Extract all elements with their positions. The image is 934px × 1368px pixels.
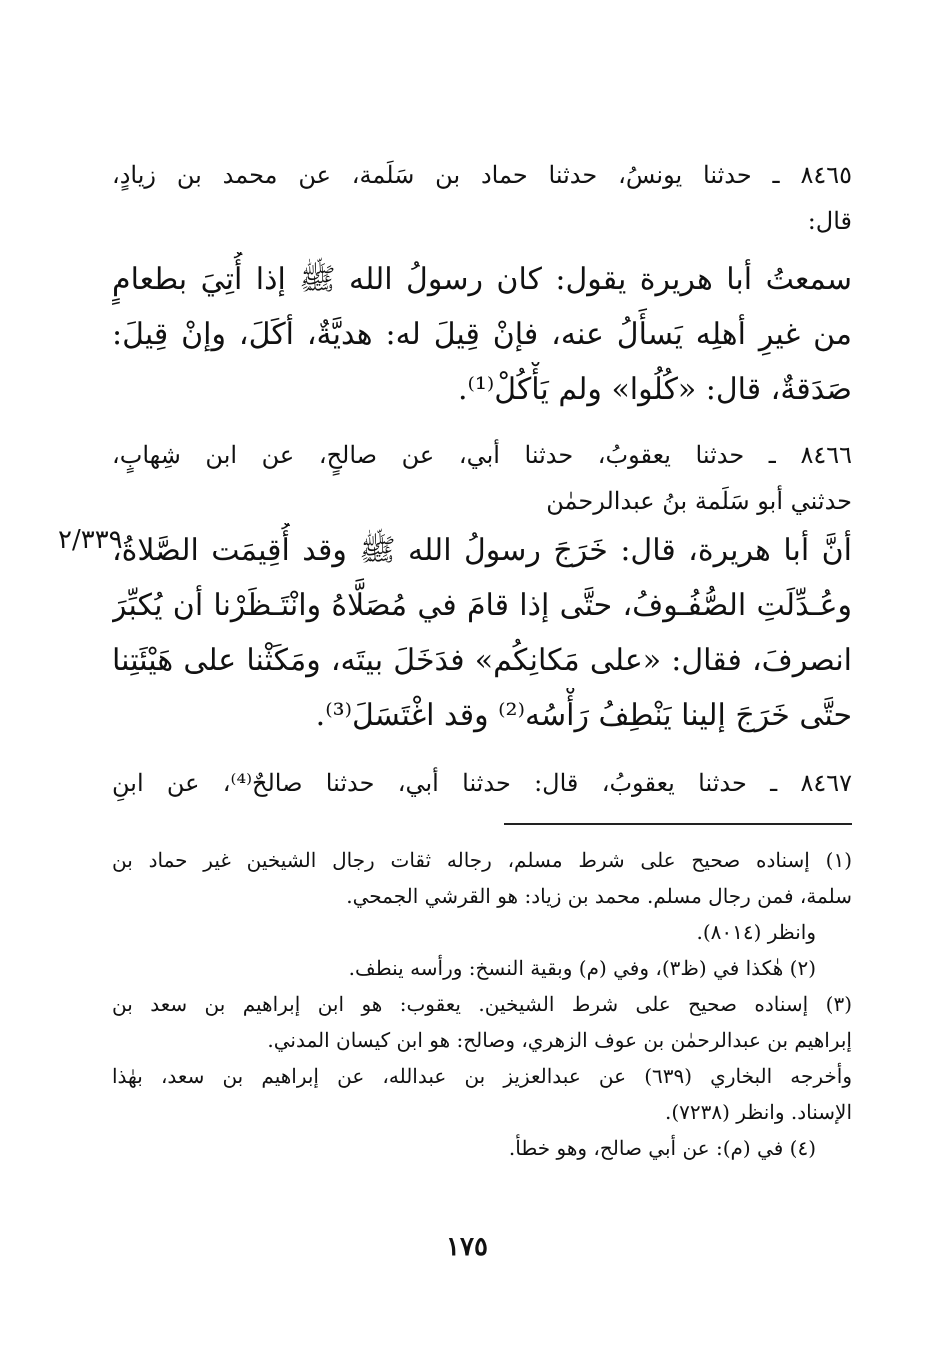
margin-reference: ٢/٣٣٩ [58, 525, 123, 555]
text-line: من غيرِ أهلِه يَسأَلُ عنه، فإنْ قِيلَ له: هديَّةٌ، أكَلَ، وإنْ قِيلَ: [112, 317, 852, 352]
text-line: قال: [807, 207, 852, 235]
page-number: ١٧٥ [446, 1232, 488, 1262]
footnote-line: الإسناد. وانظر (٧٢٣٨). [665, 1100, 852, 1124]
text-line: حدثني أبو سَلَمة بنُ عبدالرحمٰن [546, 487, 852, 515]
text-line: صَدَقةٌ، قال: «كُلُوا» ولم يَأْكُلْ⁽¹⁾. [457, 372, 852, 407]
footnote-line: (٣) إسناده صحيح على شرط الشيخين. يعقوب: هو ابن إبراهيم بن سعد بن [112, 992, 852, 1016]
text-line: ٨٤٦٦ ـ حدثنا يعقوبُ، حدثنا أبي، عن صالحٍ، عن ابن شِهابٍ، [112, 441, 852, 469]
text-line: وعُـدِّلَتِ الصُّفُـوفُ، حتَّى إذا قامَ في مُصَلَّاهُ وانْتَـظَرْنا أن يُكبِّرَ [112, 588, 852, 623]
footnote-line: وأخرجه البخاري (٦٣٩) عن عبدالعزيز بن عبدالله، عن إبراهيم بن سعد، بهٰذا [112, 1064, 852, 1088]
footnote-line: إبراهيم بن عبدالرحمٰن بن عوف الزهري، وصالح: هو ابن كيسان المدني. [267, 1028, 852, 1052]
text-line: ٨٤٦٥ ـ حدثنا يونسُ، حدثنا حماد بن سَلَمة، عن محمد بن زيادٍ، [112, 161, 852, 189]
footnote-line: (١) إسناده صحيح على شرط مسلم، رجاله ثقات رجال الشيخين غير حماد بن [112, 848, 852, 872]
footnote-line: (٤) في (م): عن أبي صالح، وهو خطأ. [508, 1136, 816, 1160]
hadith-8465-isnad [112, 152, 852, 244]
text-line: حتَّى خَرَجَ إلينا يَنْطِفُ رَأْسُه⁽²⁾ وقد اغْتَسَلَ⁽³⁾. [315, 698, 852, 733]
footnote-line: سلمة، فمن رجال مسلم. محمد بن زياد: هو القرشي الجمحي. [346, 884, 852, 908]
text-line: ٨٤٦٧ ـ حدثنا يعقوبُ، قال: حدثنا أبي، حدثنا صالحٌ⁽⁴⁾، عن ابنِ [112, 769, 852, 797]
text-line: سمعتُ أبا هريرة يقول: كان رسولُ الله ﷺ إذا أُتِيَ بطعامٍ [112, 262, 852, 297]
footnote-line: وانظر (٨٠١٤). [696, 920, 816, 944]
footnote-line: (٢) هٰكذا في (ظ٣)، وفي (م) وبقية النسخ: ورأسه ينطف. [348, 956, 816, 980]
footnotes [112, 842, 852, 1166]
hadith-8467-isnad [112, 760, 852, 806]
hadith-8466-matn [112, 523, 852, 743]
hadith-8466-isnad [112, 432, 852, 524]
footnote-divider [504, 823, 852, 825]
hadith-8465-matn [112, 252, 852, 417]
text-line: انصرفَ، فقال: «على مَكانِكُم» فدَخَلَ بيتَه، ومَكَثْنا على هَيْئَتِنا [112, 643, 852, 678]
text-line: أنَّ أبا هريرة، قال: خَرَجَ رسولُ الله ﷺ وقد أُقِيمَت الصَّلاةُ، [112, 533, 852, 568]
